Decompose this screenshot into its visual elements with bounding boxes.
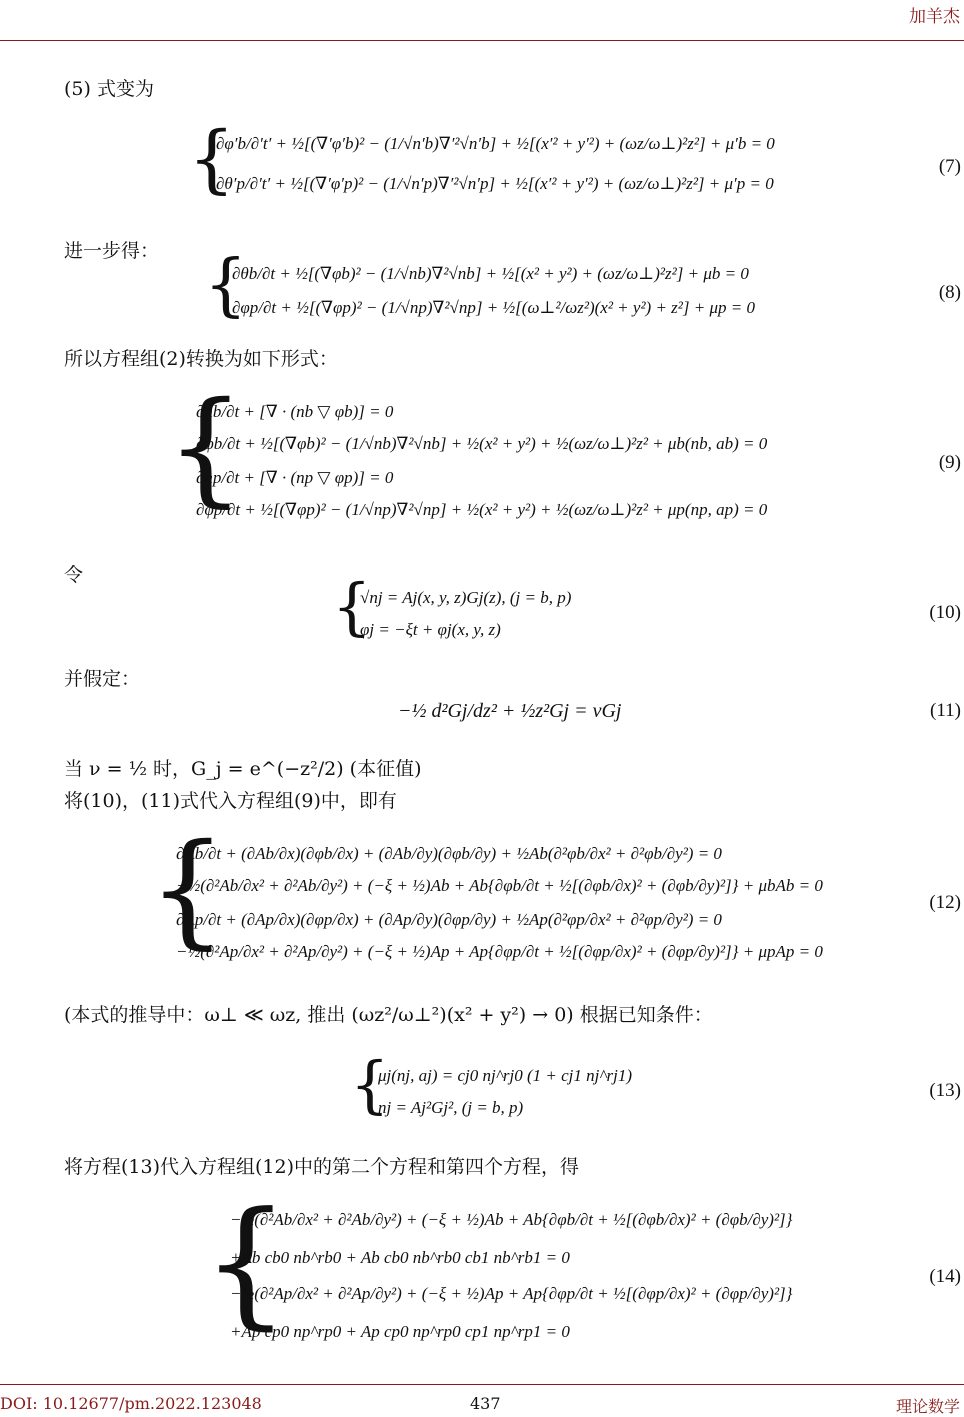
footer-journal: 理论数学 bbox=[895, 1397, 960, 1416]
left-brace: { bbox=[204, 246, 248, 325]
header-rule bbox=[0, 40, 964, 41]
equation-14-row-3: −½(∂²Ap/∂x² + ∂²Ap/∂y²) + (−ξ + ½)Ap + Ap{∂φp/∂t + ½[(∂φp/∂x)² + (∂φp/∂y)²]} bbox=[230, 1284, 793, 1303]
equation-7-row-1: ∂φ′b/∂′t′ + ½[(∇′φ′b)² − (1/√n′b)∇′²√n′b] + ½[(x′² + y′²) + (ωz/ω⊥)²z²] + μ′b = 0 bbox=[216, 134, 775, 153]
left-brace: { bbox=[202, 1182, 290, 1343]
equation-10-number: (10) bbox=[929, 602, 961, 623]
text-derivation-note: (本式的推导中：ω⊥ ≪ ωz, 推出 (ωz²/ω⊥²)(x² + y²) → 0) 根据已知条件： bbox=[64, 1004, 713, 1026]
left-brace: { bbox=[166, 376, 245, 520]
equation-13 bbox=[350, 1048, 750, 1124]
equation-12 bbox=[148, 818, 888, 970]
equation-9-row-4: ∂φp/∂t + ½[(∇φp)² − (1/√np)∇²√np] + ½(x² + y²) + ½(ωz/ω⊥)²z² + μp(np, ap) = 0 bbox=[196, 500, 768, 519]
equation-14-number: (14) bbox=[929, 1266, 961, 1287]
equation-14 bbox=[202, 1182, 902, 1350]
text-substitute-9: 将(10)，(11)式代入方程组(9)中，即有 bbox=[64, 790, 397, 812]
equation-9-row-2: ∂φb/∂t + ½[(∇φb)² − (1/√nb)∇²√nb] + ½(x² + y²) + ½(ωz/ω⊥)²z² + μb(nb, ab) = 0 bbox=[196, 434, 768, 453]
text-eq5-intro: (5) 式变为 bbox=[64, 78, 154, 100]
left-brace: { bbox=[148, 818, 227, 962]
left-brace: { bbox=[332, 570, 372, 643]
equation-8-row-1: ∂θb/∂t + ½[(∇φb)² − (1/√nb)∇²√nb] + ½[(x² + y²) + (ωz/ω⊥)²z²] + μb = 0 bbox=[232, 264, 749, 283]
equation-14-row-2: +Ab cb0 nb^rb0 + Ab cb0 nb^rb0 cb1 nb^rb1 = 0 bbox=[230, 1248, 570, 1267]
equation-9-number: (9) bbox=[938, 452, 961, 473]
equation-12-row-2: −½(∂²Ab/∂x² + ∂²Ab/∂y²) + (−ξ + ½)Ab + Ab{∂φb/∂t + ½[(∂φb/∂x)² + (∂φb/∂y)²]} + μbAb = 0 bbox=[176, 876, 823, 895]
footer-doi: DOI: 10.12677/pm.2022.123048 bbox=[0, 1394, 262, 1413]
equation-9-row-3: ∂np/∂t + [∇ · (np ▽ φp)] = 0 bbox=[196, 468, 394, 487]
equation-9-row-1: ∂nb/∂t + [∇ · (nb ▽ φb)] = 0 bbox=[196, 402, 394, 421]
equation-8-row-2: ∂φp/∂t + ½[(∇φp)² − (1/√np)∇²√np] + ½[(ω⊥²/ωz²)(x² + y²) + z²] + μp = 0 bbox=[232, 298, 755, 317]
equation-11-row-1: −½ d²Gj/dz² + ½z²Gj = νGj bbox=[398, 700, 622, 722]
equation-10-row-1: √nj = Aj(x, y, z)Gj(z), (j = b, p) bbox=[360, 588, 572, 607]
equation-12-row-1: ∂Ab/∂t + (∂Ab/∂x)(∂φb/∂x) + (∂Ab/∂y)(∂φb/∂y) + ½Ab(∂²φb/∂x² + ∂²φb/∂y²) = 0 bbox=[176, 844, 722, 863]
left-brace: { bbox=[188, 116, 236, 202]
equation-14-row-1: −½(∂²Ab/∂x² + ∂²Ab/∂y²) + (−ξ + ½)Ab + Ab{∂φb/∂t + ½[(∂φb/∂x)² + (∂φb/∂y)²]} bbox=[230, 1210, 793, 1229]
text-system-transform: 所以方程组(2)转换为如下形式： bbox=[64, 348, 338, 370]
equation-14-row-4: +Ap cp0 np^rp0 + Ap cp0 np^rp0 cp1 np^rp1 = 0 bbox=[230, 1322, 570, 1341]
equation-7-row-2: ∂θ′p/∂′t′ + ½[(∇′φ′p)² − (1/√n′p)∇′²√n′p] + ½[(x′² + y′²) + (ωz/ω⊥)²z²] + μ′p = 0 bbox=[216, 174, 774, 193]
equation-12-number: (12) bbox=[929, 892, 961, 913]
equation-9 bbox=[166, 376, 886, 528]
text-assume: 并假定： bbox=[64, 668, 141, 690]
left-brace: { bbox=[350, 1048, 390, 1121]
equation-10 bbox=[332, 570, 732, 646]
equation-7 bbox=[188, 116, 888, 208]
equation-7-number: (7) bbox=[938, 156, 961, 177]
page-footer bbox=[0, 1384, 964, 1414]
equation-11-number: (11) bbox=[930, 700, 961, 721]
footer-rule bbox=[0, 1384, 964, 1385]
header-author: 加羊杰 bbox=[909, 7, 960, 27]
equation-12-row-4: −½(∂²Ap/∂x² + ∂²Ap/∂y²) + (−ξ + ½)Ap + Ap{∂φp/∂t + ½[(∂φp/∂x)² + (∂φp/∂y)²]} + μpAp = 0 bbox=[176, 942, 823, 961]
text-further: 进一步得： bbox=[64, 240, 160, 262]
page-header bbox=[0, 0, 964, 40]
equation-13-number: (13) bbox=[929, 1080, 961, 1101]
text-substitute-13: 将方程(13)代入方程组(12)中的第二个方程和第四个方程，得 bbox=[64, 1156, 580, 1178]
footer-page-number: 437 bbox=[470, 1394, 501, 1413]
equation-13-row-1: μj(nj, aj) = cj0 nj^rj0 (1 + cj1 nj^rj1) bbox=[378, 1066, 633, 1085]
text-let: 令 bbox=[64, 564, 84, 586]
equation-13-row-2: nj = Aj²Gj², (j = b, p) bbox=[378, 1098, 524, 1117]
equation-12-row-3: ∂Ap/∂t + (∂Ap/∂x)(∂φp/∂x) + (∂Ap/∂y)(∂φp/∂y) + ½Ap(∂²φp/∂x² + ∂²φp/∂y²) = 0 bbox=[176, 910, 722, 929]
equation-10-row-2: φj = −ξt + φj(x, y, z) bbox=[360, 620, 501, 639]
equation-11 bbox=[398, 700, 678, 736]
text-eigenvalue: 当 ν = ½ 时，G_j = e^(−z²/2) (本征值) bbox=[64, 758, 422, 780]
equation-8-number: (8) bbox=[938, 282, 961, 303]
equation-8 bbox=[204, 246, 904, 330]
